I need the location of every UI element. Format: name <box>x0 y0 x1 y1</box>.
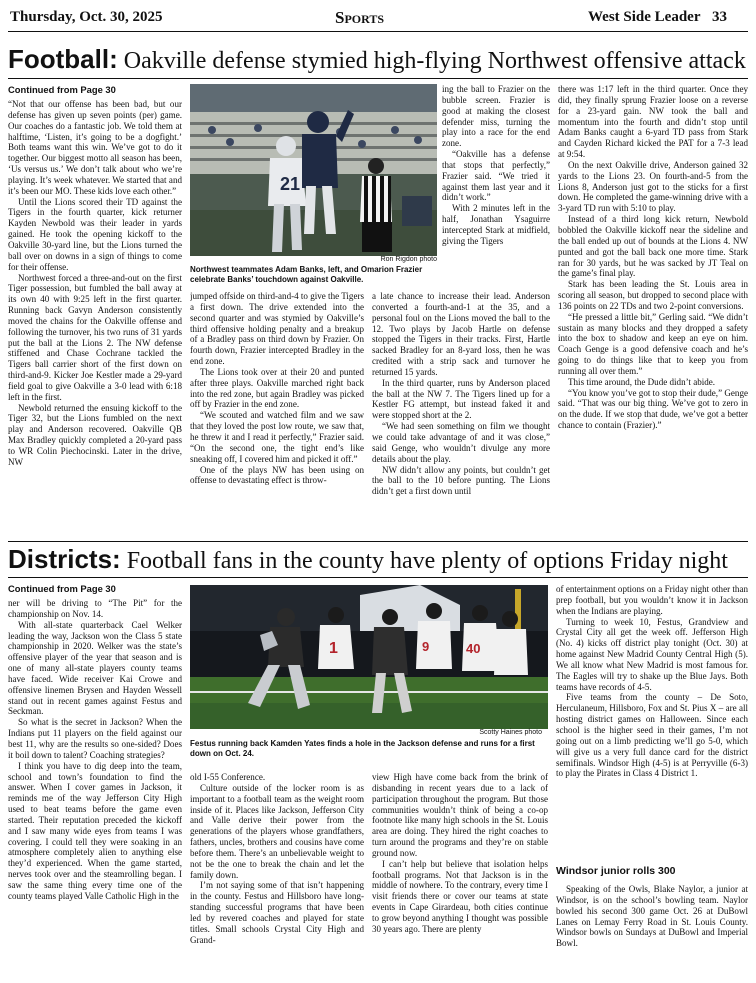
paragraph: I think you have to dig deep into the team, school and town’s foundation to find the answer. When I cover games in Jackson, it reminds me of the way Jefferson City High used to beat teams before the game even started. Their reputation preceded the kickoff and I saw many wide eyes from teams I was covering. I could tell they were soaking in an atmosphere completely alien to anything else they’d experienced. When the game started, nerves took over and the steamrolling began. I saw the same thing every time one of the county teams played Valle Catholic High in the <box>8 760 182 901</box>
story2-headline <box>8 544 752 576</box>
paragraph: old I-55 Conference. <box>190 772 266 782</box>
story1-continued: Continued from Page 30 <box>8 84 116 95</box>
svg-text:40: 40 <box>466 641 481 656</box>
paragraph: view High have come back from the brink of disbanding in recent years due to a lack of participation throughout the program. But those communities wouldn’t think of being a co-op footnote like many high schools in the St. Louis area are doing. They hired the right coaches to turn around the programs and they’re on stable ground now. <box>372 772 548 858</box>
svg-text:21: 21 <box>280 174 301 194</box>
paragraph: Speaking of the Owls, Blake Naylor, a junior at Windsor, is on the school’s bowling team. Naylor bowled his second 300 game Oct. 26 at DuBowl Lanes on Lemay Ferry Road in St. Louis County. Windsor bowls on Sundays at DuBowl and Imperial Bowl. <box>556 884 748 949</box>
paragraph: of entertainment options on a Friday night other than prep football, but you wouldn’t know it in Jackson when the Indians are playing. <box>556 584 748 616</box>
paragraph: Until the Lions scored their TD against the Tigers in the fourth quarter, kick returner Kayden Newbold was their leader in yards gained. He took the opening kickoff to the Oakville 30-yard line, but the Lions turned the ball over on downs in a sign of things to come for their offense. <box>8 196 182 272</box>
svg-text:1: 1 <box>329 640 338 657</box>
story1-column-2 <box>190 291 364 539</box>
story2-photo-caption: Festus running back Kamden Yates finds a hole in the Jackson defense and runs for a first down on Oct. 24. <box>190 739 535 758</box>
paragraph: Turning to week 10, Festus, Grandview and Crystal City all get the week off. Jefferson High (No. 4) kicks off district play tonight (Oct. 30) at home against New Madrid County Central High (5). We all know what New Madrid is most famous for. The Eagles will try to shake up the Blue Jays. Both teams have records of 4-5. <box>556 616 748 692</box>
paragraph: “Not that our offense has been bad, but our defense has given up seven points (per) game. Our coaches do a fantastic job. We told them at halftime, ‘Listen, it’s going to be a dogfight.’ Both teams want this win. We’ve got to do it together. Our biggest motto all season has been, ‘Us versus us.’ We don’t talk about who we’re playing. It’s week whatever. We started that and it’s been our MO. These kids love each other.” <box>8 99 182 196</box>
windsor-column <box>556 884 748 978</box>
paragraph: jumped offside on third-and-4 to give the Tigers a first down. The drive extended into the second quarter and was stymied by Oakville’s third offensive holding penalty and a breakup of a Bradley pass on third down by Frazier. On fourth down, Frazier intercepted Bradley in the end zone. <box>190 291 364 367</box>
paragraph: Northwest forced a three-and-out on the first Tiger possession, but fumbled the ball away at its own 40 with 9:25 left in the first quarter. Running back Gavyn Anderson consistently moved the chains for the Oakville offense and following the turnover, his two runs of 31 yards put the ball at the Lions 2. The NW defense stiffened and Chase Cochrane tackled the Tigers ball carrier short of the first down on third-and-9. Kicker Joe Kestler made a 29-yard field goal to give Oakville a 3-0 lead with 6:18 left in the first. <box>8 272 182 402</box>
paragraph: NW didn’t allow any points, but couldn’t get the ball to the 10 before punting. The Lions didn’t get a first down until <box>372 464 550 497</box>
story2-column-3 <box>372 772 548 978</box>
story1-column-3 <box>372 291 550 539</box>
paragraph: Stark has been leading the St. Louis area in scoring all season, but dropped to second place with 136 points on 22 TDs and two 2-point conversions. <box>558 279 748 311</box>
paragraph: Culture outside of the locker room is as important to a football team as the weight room inside of it. Places like Jackson, Jefferson City and Valle derive their power from the generations of the players whose grandfathers, fathers, uncles, brothers and cousins have come before them. There’s an unbelievable weight to not be the one to break the chain and let the family down. <box>190 782 364 880</box>
paragraph: ner will be driving to “The Pit” for the championship on Nov. 14. <box>8 598 182 619</box>
story1-column-4 <box>558 84 748 539</box>
section-name: Sports <box>335 8 385 27</box>
story1-kicker: Football: <box>8 44 118 74</box>
paragraph: I’m not saying some of that isn’t happening in the county. Festus and Hillsboro have long-standing successful programs that have been led by revered coaches and played for state titles. Small schools Crystal City High and Grand- <box>190 880 364 945</box>
paragraph: In the third quarter, runs by Anderson placed the ball at the NW 7. The Tigers lined up for a Kestler FG attempt, but instead faked it and were stopped short at the 2. <box>372 377 550 421</box>
paragraph: “We scouted and watched film and we saw that they loved the post low route, we saw that, he threw it and I read it perfectly,” Frazier said. “On the second one, the tight end’s like sneaking off, I covered him and picked it off.” <box>190 410 364 464</box>
paragraph: “He pressed a little bit,” Gerling said. “We didn’t sustain as many blocks and they dropped a safety into the box to shadow and keep an eye on him. Coach Genge is a good defensive coach and he’s going to do things like that to keep you from running all over them.” <box>558 311 748 376</box>
paragraph: Five teams from the county – De Soto, Herculaneum, Hillsboro, Fox and St. Pius X – are all hosting district games on Halloween. Since each school is the higher seed in their games, I’m not going out on a limb predicting we’ll go 5-0, which will give us a very full dance card for the district semifinals. Windsor High (4-5) is at Perryville (6-3) to play the Pirates in Class 4 District 1. <box>556 692 748 779</box>
paper-name: West Side Leader <box>588 9 701 25</box>
story2-column-1 <box>8 598 182 978</box>
story2-kicker: Districts: <box>8 544 121 574</box>
story2-column-4 <box>556 584 748 854</box>
header-rule <box>8 31 748 32</box>
story1-headline-text: Oakville defense stymied high-flying Northwest offensive attack <box>123 48 746 74</box>
paragraph: “We had seen something on film we thought we could take advantage of and it was close,” said Genge, who wouldn’t divulge any more details about the play. <box>372 421 550 464</box>
page-number: 33 <box>712 9 727 25</box>
story2-column-2 <box>190 772 364 978</box>
story2-photo-credit: Scotty Haines photo <box>479 729 542 736</box>
svg-text:9: 9 <box>422 639 430 654</box>
paragraph: “Oakville has a defense that stops that perfectly,” Frazier said. “We tried it against them last year and it didn’t work.” <box>442 149 550 203</box>
story1-photo <box>190 84 437 256</box>
page-date: Thursday, Oct. 30, 2025 <box>10 9 163 25</box>
paragraph: “You know you’ve got to stop their dude,” Genge said. “That was our big thing. We’ve got to zero in on the dude. If we stop that dude, we’ve got a better chance to contain (Frazier).” <box>558 387 748 431</box>
paragraph: On the next Oakville drive, Anderson gained 32 yards to the Lions 23. On fourth-and-5 from the Lions 8, Anderson just got to the sticks for a first down. He completed the game-winning drive with a 3-yard TD run with 5:10 to play. <box>558 159 748 214</box>
paragraph: a late chance to increase their lead. Anderson converted a fourth-and-1 at the 35, and a personal foul on the Lions moved the ball to the 12. Two plays by Jacob Hartle on defense stopped the Tigers in their tracks. First, Hartle sacked Bradley for an 8-yard loss, then he was credited with a strip sack and turnover he returned 15 yards. <box>372 291 550 377</box>
paragraph: Newbold returned the ensuing kickoff to the Tiger 32, but the Lions fumbled on the next play and Anderson recovered. Oakville QB Max Bradley quickly completed a 20-yard pass to WR Colin Piechocinski. Later in the drive, NW <box>8 402 182 467</box>
paragraph: The Lions took over at their 20 and punted after three plays. Oakville marched right back into the red zone, but again Bradley was picked off by Frazier in the end zone. <box>190 366 364 410</box>
story2-continued: Continued from Page 30 <box>8 583 116 594</box>
story2-top-rule <box>8 541 748 542</box>
windsor-subhead: Windsor junior rolls 300 <box>556 865 676 877</box>
paragraph: So what is the secret in Jackson? When the Indians put 11 players on the field against our best 11, why are the results so one-sided? Does it boil down to talent? Coaching strategies? <box>8 717 182 760</box>
paragraph: This time around, the Dude didn’t abide. <box>568 376 716 387</box>
story1-photo-credit: Ron Rigdon photo <box>380 256 437 263</box>
paragraph: With all-state quarterback Cael Welker leading the way, Jackson won the Class 5 state championship in 2020. Welker was the state’s offensive player of the year that season and is one of many all-state players county teams have faced. Wide receiver Kai Crowe and offensive linemen Brysen and Hayden Wessell stand out in recent games against Festus and Seckman. <box>8 619 182 717</box>
story2-headline-text: Football fans in the county have plenty of options Friday night <box>126 548 728 574</box>
story1-headline <box>8 44 752 76</box>
story1-headline-rule <box>8 78 748 79</box>
story1-column-1 <box>8 99 182 539</box>
paragraph: One of the plays NW has been using on offense to devastating effect is throw- <box>190 464 364 486</box>
paragraph: there was 1:17 left in the third quarter. Once they did, they finally sprung Frazier loose on a reverse for a 23-yard gain. NW took the ball and momentum into the fourth and didn’t stop until Adam Banks caught a 6-yard TD pass from Stark and Cayden Richard kicked the PAT for a 7-3 lead at 9:54. <box>558 84 748 160</box>
story1-photo-caption: Northwest teammates Adam Banks, left, and Omarion Frazier celebrate Banks’ touchdown against Oakville. <box>190 265 423 284</box>
story2-photo <box>190 585 548 729</box>
story1-column-3-top <box>442 84 550 290</box>
paragraph: I can’t help but believe that isolation helps football programs. Not that Jackson is in the middle of nowhere. To the contrary, every time I visit friends there or cover our teams at state events in Cape Girardeau, both cities continue to grow beyond anything I thought was possible 30 years ago. There are plenty <box>372 858 548 934</box>
paragraph: With 2 minutes left in the half, Jonathan Ysaguirre intercepted Stark at midfield, giving the Tigers <box>442 203 550 246</box>
story2-headline-rule <box>8 577 748 578</box>
paragraph: ing the ball to Frazier on the bubble screen. Frazier is good at making the closest defender miss, turning the play into a race for the end zone. <box>442 84 550 149</box>
paragraph: Instead of a third long kick return, Newbold bobbled the Oakville kickoff near the sideline and the ball ended up out of bounds at the Lions 4. NW punted and got the ball back one more time. Stark ran for 30 yards, but he was sacked by JT Teal on the game’s final play. <box>558 214 748 279</box>
